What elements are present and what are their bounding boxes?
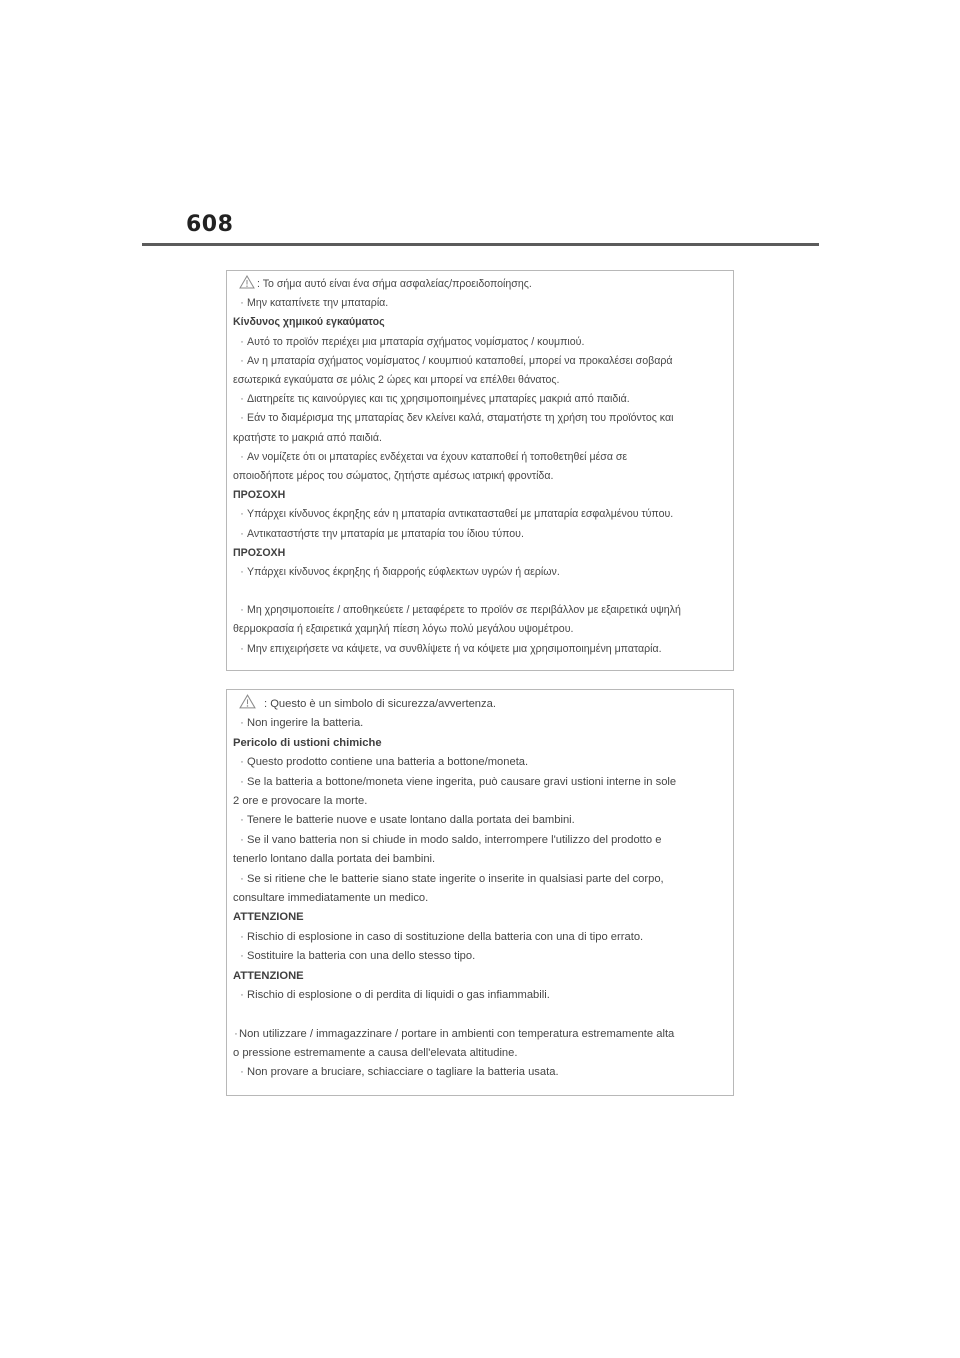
bullet-text: Υπάρχει κίνδυνος έκρηξης ή διαρροής εύφλεκτων υγρών ή αερίων. bbox=[247, 566, 560, 579]
bullet-text: Αν η μπαταρία σχήματος νομίσματος / κουμπιού καταποθεί, μπορεί να προκαλέσει σοβαρά bbox=[247, 354, 673, 367]
bullet-dot: · bbox=[240, 335, 244, 348]
bullet-item bbox=[233, 811, 727, 830]
spacer bbox=[233, 1006, 727, 1025]
bullet-item bbox=[233, 986, 727, 1005]
bullet-item bbox=[233, 753, 727, 772]
bullet-dot: · bbox=[240, 393, 244, 406]
page-number: 608 bbox=[186, 212, 234, 237]
bullet-item bbox=[233, 448, 727, 467]
bullet-item bbox=[233, 505, 727, 524]
bullet-text: Μην επιχειρήσετε να κάψετε, να συνθλίψετε ή να κόψετε μια χρησιμοποιημένη μπαταρία. bbox=[247, 642, 662, 655]
bullet-dot: · bbox=[240, 833, 244, 846]
section-heading: ΠΡΟΣΟΧΗ bbox=[233, 546, 286, 559]
bullet-text: Non ingerire la batteria. bbox=[247, 717, 364, 730]
warning-triangle-icon bbox=[239, 275, 255, 289]
bullet-dot: · bbox=[240, 717, 244, 730]
bullet-dot: · bbox=[240, 642, 244, 655]
italian-lines bbox=[233, 714, 727, 1082]
bullet-item bbox=[233, 947, 727, 966]
bullet-text: Se si ritiene che le batterie siano state ingerite o inserite in qualsiasi parte del corpo, bbox=[247, 872, 664, 885]
continuation-text: consultare immediatamente un medico. bbox=[233, 892, 429, 905]
bullet-item bbox=[233, 601, 727, 620]
bullet-text: Υπάρχει κίνδυνος έκρηξης εάν η μπαταρία αντικατασταθεί με μπαταρία εσφαλμένου τύπου. bbox=[247, 508, 674, 521]
bullet-item bbox=[233, 870, 727, 889]
bullet-text: Μη χρησιμοποιείτε / αποθηκεύετε / μεταφέρετε το προϊόν σε περιβάλλον με εξαιρετικά υψηλή bbox=[247, 604, 681, 617]
greek-warning-box bbox=[226, 270, 734, 671]
header-rule bbox=[142, 243, 819, 246]
bullet-text: Tenere le batterie nuove e usate lontano dalla portata dei bambini. bbox=[247, 814, 575, 827]
bullet-item bbox=[233, 1063, 727, 1082]
bullet-item bbox=[233, 525, 727, 544]
bullet-item bbox=[233, 714, 727, 733]
italian-symbol-text: : Questo è un simbolo di sicurezza/avvertenza. bbox=[264, 698, 496, 710]
bullet-item bbox=[233, 563, 727, 582]
continuation-text: tenerlo lontano dalla portata dei bambini. bbox=[233, 853, 436, 866]
continuation-text: 2 ore e provocare la morte. bbox=[233, 795, 368, 808]
bullet-dot: · bbox=[240, 566, 244, 579]
bullet-item bbox=[233, 409, 727, 428]
bullet-item bbox=[233, 390, 727, 409]
greek-symbol-row bbox=[233, 275, 727, 294]
bullet-text: Questo prodotto contiene una batteria a bottone/moneta. bbox=[247, 756, 529, 769]
bullet-text: Non provare a bruciare, schiacciare o tagliare la batteria usata. bbox=[247, 1066, 559, 1079]
continuation-text: θερμοκρασία ή εξαιρετικά χαμηλή πίεση λόγω πολύ μεγάλου υψομέτρου. bbox=[233, 623, 574, 636]
bullet-text: Rischio di esplosione in caso di sostituzione della batteria con una di tipo errato. bbox=[247, 930, 644, 943]
section-heading: Κίνδυνος χημικού εγκαύματος bbox=[233, 316, 385, 329]
greek-symbol-text: : Το σήμα αυτό είναι ένα σήμα ασφαλείας/προειδοποίησης. bbox=[257, 278, 532, 290]
bullet-item bbox=[233, 352, 727, 371]
continuation-text: κρατήστε το μακριά από παιδιά. bbox=[233, 431, 382, 444]
section-heading: ΠΡΟΣΟΧΗ bbox=[233, 489, 286, 502]
bullet-text: Sostituire la batteria con una dello stesso tipo. bbox=[247, 950, 476, 963]
bullet-text: Αντικαταστήστε την μπαταρία με μπαταρία του ίδιου τύπου. bbox=[247, 527, 524, 540]
section-heading: ATTENZIONE bbox=[233, 911, 304, 924]
bullet-dot: · bbox=[240, 527, 244, 540]
bullet-text: Non utilizzare / immagazzinare / portare in ambienti con temperatura estremamente alta bbox=[239, 1027, 675, 1040]
bullet-text: Αν νομίζετε ότι οι μπαταρίες ενδέχεται να έχουν καταποθεί ή τοποθετηθεί μέσα σε bbox=[247, 450, 628, 463]
continuation-text: οποιοδήποτε μέρος του σώματος, ζητήστε αμέσως ιατρική φροντίδα. bbox=[233, 470, 554, 483]
continuation-text: εσωτερικά εγκαύματα σε μόλις 2 ώρες και μπορεί να επέλθει θάνατος. bbox=[233, 374, 560, 387]
bullet-text: Αυτό το προϊόν περιέχει μια μπαταρία σχήματος νομίσματος / κουμπιού. bbox=[247, 335, 585, 348]
bullet-dot: · bbox=[240, 775, 244, 788]
bullet-item bbox=[233, 640, 727, 659]
bullet-dot: · bbox=[240, 950, 244, 963]
bullet-dot: · bbox=[240, 508, 244, 521]
bullet-item bbox=[233, 333, 727, 352]
bullet-text: Se il vano batteria non si chiude in modo saldo, interrompere l'utilizzo del prodotto e bbox=[247, 833, 662, 846]
bullet-dot: · bbox=[240, 814, 244, 827]
bullet-dot: · bbox=[240, 756, 244, 769]
bullet-dot: · bbox=[240, 297, 244, 310]
greek-lines bbox=[233, 294, 727, 659]
bullet-item bbox=[233, 294, 727, 313]
bullet-text: Rischio di esplosione o di perdita di liquidi o gas infiammabili. bbox=[247, 989, 550, 1002]
bullet-dot: · bbox=[240, 354, 244, 367]
warning-triangle-icon bbox=[239, 694, 256, 709]
bullet-dot: · bbox=[240, 412, 244, 425]
bullet-item bbox=[233, 928, 727, 947]
bullet-text: Διατηρείτε τις καινούργιες και τις χρησιμοποιημένες μπαταρίες μακριά από παιδιά. bbox=[247, 393, 630, 406]
bullet-text: Μην καταπίνετε την μπαταρία. bbox=[247, 297, 389, 310]
bullet-text: Εάν το διαμέρισμα της μπαταρίας δεν κλείνει καλά, σταματήστε τη χρήση του προϊόντος και bbox=[247, 412, 674, 425]
section-heading: Pericolo di ustioni chimiche bbox=[233, 736, 382, 749]
bullet-item bbox=[233, 773, 727, 792]
bullet-dot: · bbox=[240, 1066, 244, 1079]
italian-warning-box bbox=[226, 689, 734, 1096]
bullet-dot: · bbox=[240, 872, 244, 885]
bullet-item bbox=[233, 831, 727, 850]
bullet-dot: · bbox=[240, 604, 244, 617]
bullet-text: Se la batteria a bottone/moneta viene ingerita, può causare gravi ustioni interne in sole bbox=[247, 775, 677, 788]
spacer bbox=[233, 582, 727, 601]
bullet-item bbox=[233, 1025, 727, 1044]
bullet-dot: · bbox=[240, 989, 244, 1002]
section-heading: ATTENZIONE bbox=[233, 969, 304, 982]
bullet-dot: · bbox=[240, 450, 244, 463]
continuation-text: o pressione estremamente a causa dell'elevata altitudine. bbox=[233, 1046, 518, 1059]
italian-symbol-row bbox=[233, 694, 727, 714]
bullet-dot: · bbox=[234, 1027, 238, 1040]
bullet-dot: · bbox=[240, 930, 244, 943]
